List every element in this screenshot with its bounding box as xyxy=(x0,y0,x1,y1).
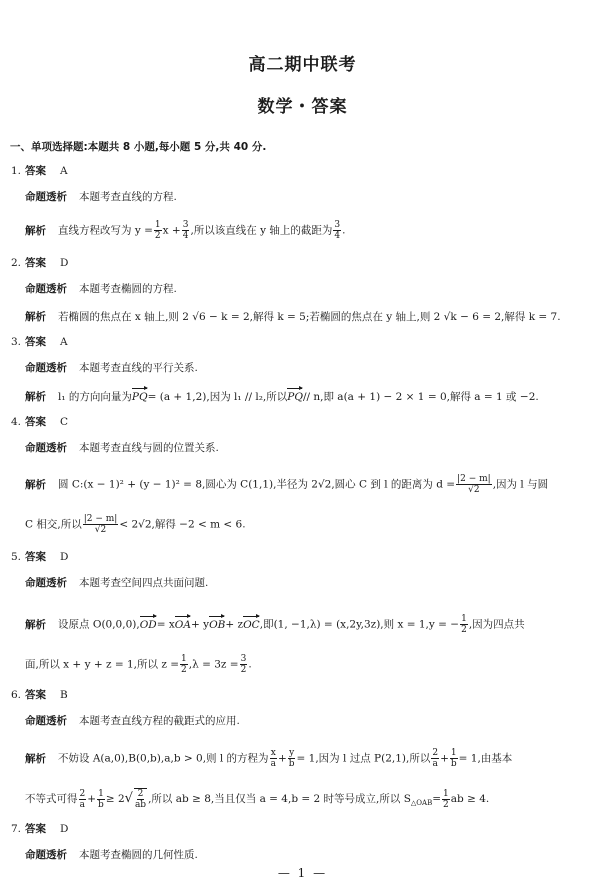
fraction: $\frac{2}{a}$ xyxy=(432,748,439,769)
fraction: $\frac{1}{2}$ xyxy=(154,220,161,241)
fraction: $\frac{1}{2}$ xyxy=(181,654,187,675)
q2-insight xyxy=(25,282,605,296)
q1-insight xyxy=(25,190,605,204)
q3-number: 3. xyxy=(11,336,22,348)
analysis-label: 解析 xyxy=(25,311,46,323)
exam-subtitle: 数学・答案 xyxy=(257,97,348,117)
sqrt-sign: √ xyxy=(124,791,133,806)
q6-insight-text: 本题考查直线方程的截距式的应用. xyxy=(79,715,240,727)
analysis-label: 解析 xyxy=(25,618,46,631)
q4-analysis: 解析 圆 C:(x − 1)² + (y − 1)² = 8,圆心为 C(1,1),半径为 2√2,圆心 C 到 l 的距离为 d = $\frac{|2 - m|}{√2}$ ,因为 l 与圆 xyxy=(25,474,549,495)
analysis-label: 解析 xyxy=(25,224,46,237)
q4-insight xyxy=(25,441,605,455)
q7-answer-line xyxy=(11,822,605,836)
q7-insight-text: 本题考查椭圆的几何性质. xyxy=(79,849,198,861)
q5-number: 5. xyxy=(11,551,22,563)
vector-oa: OA xyxy=(174,618,191,631)
q3-answer-line xyxy=(11,335,605,349)
q4-number: 4. xyxy=(11,416,22,428)
analysis-label: 解析 xyxy=(25,752,46,765)
q4-insight-text: 本题考查直线与圆的位置关系. xyxy=(79,442,219,454)
vector-pq: PQ xyxy=(287,391,303,403)
q5-answer: D xyxy=(60,551,69,563)
q6-analysis-cont: 不等式可得 $\frac{2}{a}$ + $\frac{1}{b}$ ≥ 2√ $\frac{2}{ab}$ ,所以 ab ≥ 8,当且仅当 a = 4,b = 2 时等号成立,所以 $S_{\triangle OAB}=$ $\frac{1}{2}$ ab ≥ 4. xyxy=(25,788,490,810)
answer-label: 答案 xyxy=(25,165,47,177)
q1-answer-line xyxy=(11,164,605,178)
q3-answer: A xyxy=(60,336,68,348)
vector-oc: OC xyxy=(243,618,260,631)
analysis-label: 解析 xyxy=(25,391,46,403)
fraction: $\frac{1}{2}$ xyxy=(461,614,467,635)
fraction: $\frac{3}{4}$ xyxy=(182,220,189,241)
fraction: $\frac{x}{a}$ xyxy=(270,748,276,769)
q5-insight xyxy=(25,576,605,590)
analysis-label: 解析 xyxy=(25,478,46,491)
answer-label: 答案 xyxy=(25,257,47,269)
q2-answer-line xyxy=(11,256,605,270)
q2-answer: D xyxy=(60,257,69,269)
answer-label: 答案 xyxy=(25,689,47,701)
q4-answer: C xyxy=(60,416,69,428)
q2-insight-text: 本题考查椭圆的方程. xyxy=(79,283,177,295)
insight-label: 命题透析 xyxy=(25,442,67,454)
q5-analysis-cont: 面,所以 x + y + z = 1,所以 z = $\frac{1}{2}$ ,λ = 3z = $\frac{3}{2}$ . xyxy=(25,654,252,675)
q6-insight xyxy=(25,714,605,728)
q2-number: 2. xyxy=(11,257,22,269)
q6-analysis: 解析 不妨设 A(a,0),B(0,b),a,b > 0,则 l 的方程为 $\frac{x}{a}$ + $\frac{y}{b}$ = 1,因为 l 过点 P(2,1),所以 $\frac{2}{a}$ + $\frac{1}{b}$ = 1,由基本 xyxy=(25,748,513,769)
insight-label: 命题透析 xyxy=(25,715,67,727)
q5-answer-line xyxy=(11,550,605,564)
section-heading: 一、单项选择题:本题共 8 小题,每小题 5 分,共 40 分. xyxy=(10,141,267,153)
q3-insight xyxy=(25,361,605,375)
q7-insight xyxy=(25,848,605,862)
fraction: $\frac{2}{ab}$ xyxy=(134,789,147,810)
q6-answer: B xyxy=(60,689,68,701)
insight-label: 命题透析 xyxy=(25,191,67,203)
vector-ob: OB xyxy=(209,618,226,631)
q1-answer: A xyxy=(60,165,68,177)
q7-number: 7. xyxy=(11,823,22,835)
subscript: △OAB xyxy=(410,799,433,807)
q3-insight-text: 本题考查直线的平行关系. xyxy=(79,362,198,374)
page-number: — 1 — xyxy=(277,866,328,880)
q1-insight-text: 本题考查直线的方程. xyxy=(79,191,177,203)
q3-analysis: 解析 l₁ 的方向向量为PQ= (a + 1,2),因为 l₁ // l₂,所以PQ// n,即 a(a + 1) − 2 × 1 = 0,解得 a = 1 或 −2. xyxy=(25,391,539,403)
answer-label: 答案 xyxy=(25,823,47,835)
q5-analysis: 解析 设原点 O(0,0,0),OD= xOA+ yOB+ zOC,即(1, −1,λ) = (x,2y,3z),则 x = 1,y = − $\frac{1}{2}$ ,因为四点共 xyxy=(25,614,525,635)
vector-pq: PQ xyxy=(131,391,148,403)
q2-analysis xyxy=(25,310,605,324)
q1-number: 1. xyxy=(11,165,22,177)
fraction: $\frac{3}{2}$ xyxy=(240,654,247,675)
q5-insight-text: 本题考查空间四点共面问题. xyxy=(79,577,209,589)
insight-label: 命题透析 xyxy=(25,283,67,295)
fraction: $\frac{3}{4}$ xyxy=(334,220,341,241)
vector-od: OD xyxy=(139,618,157,631)
fraction: $\frac{1}{2}$ xyxy=(443,788,449,810)
answer-label: 答案 xyxy=(25,416,47,428)
fraction: $\frac{|2 - m|}{√2}$ xyxy=(457,474,491,495)
q4-answer-line xyxy=(11,415,605,429)
answer-label: 答案 xyxy=(25,336,47,348)
q7-answer: D xyxy=(60,823,69,835)
q4-analysis-cont: C 相交,所以 $\frac{|2 - m|}{√2}$ < 2√2,解得 −2 < m < 6. xyxy=(25,514,246,535)
fraction: $\frac{y}{b}$ xyxy=(288,748,295,769)
answer-label: 答案 xyxy=(25,551,47,563)
q6-answer-line xyxy=(11,688,605,702)
fraction: $\frac{1}{b}$ xyxy=(98,788,104,810)
q6-number: 6. xyxy=(11,689,22,701)
fraction: $\frac{|2 - m|}{√2}$ xyxy=(83,514,118,535)
insight-label: 命题透析 xyxy=(25,362,67,374)
q2-analysis-text: 若椭圆的焦点在 x 轴上,则 2 √6 − k = 2,解得 k = 5;若椭圆的焦点在 y 轴上,则 2 √k − 6 = 2,解得 k = 7. xyxy=(58,311,561,323)
fraction: $\frac{1}{b}$ xyxy=(450,748,457,769)
exam-title: 高二期中联考 xyxy=(248,55,357,75)
q1-analysis: 解析 直线方程改写为 y = $\frac{1}{2}$ x + $\frac{3}{4}$ ,所以该直线在 y 轴上的截距为 $\frac{3}{4}$ . xyxy=(25,220,346,241)
insight-label: 命题透析 xyxy=(25,849,67,861)
fraction: $\frac{2}{a}$ xyxy=(79,788,86,810)
insight-label: 命题透析 xyxy=(25,577,67,589)
